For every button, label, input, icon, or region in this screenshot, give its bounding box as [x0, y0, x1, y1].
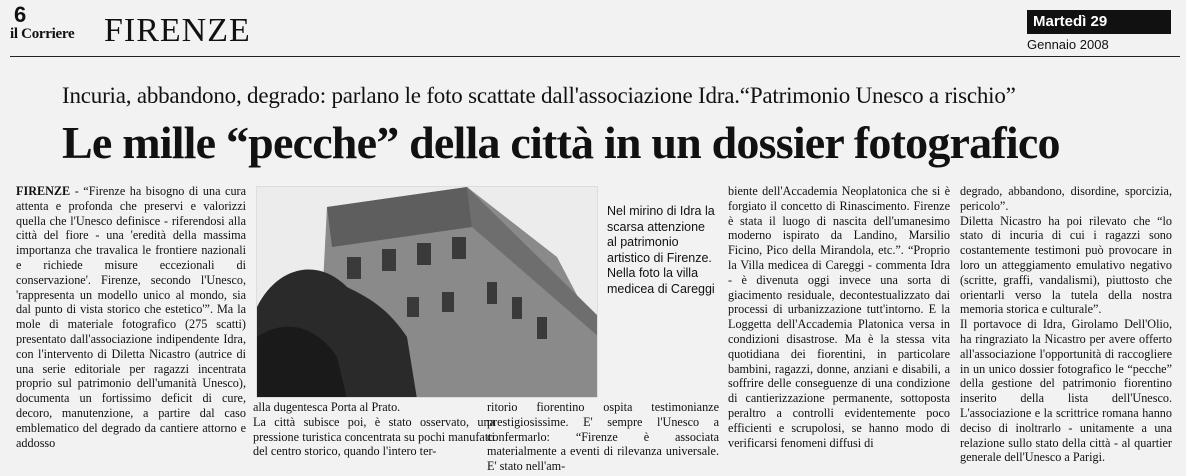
- column-4-text: biente dell'Accademia Neoplatonica che si è forgiato il concetto di Rinascimento. Firenze è stata il luogo di nascita dell'umanesimo moderno ispirato da Landino, Marsilio Ficino, Pico della Mirandola, etc.”. “Proprio la Villa medicea di Careggi - commenta Idra - è divenuta oggi invece una sorta di giacimento residuale, decontestualizzato dai processi di urbanizzazione tutt'intorno. E la Loggetta dell'Accademia Platonica versa in condizioni disastrose. Ma è la stessa vita quotidiana dei fiorentini, in particolare bambini, ragazzi, donne, anziani e disabili, a soffrire delle conseguenze di una condizione di cantierizzazione permanente, sottoposta peraltro a controlli evidentemente poco efficienti e scrupolosi, se hanno modo di verificarsi fenomeni diffusi di: [728, 184, 950, 450]
- column-5-paragraph-2: Diletta Nicastro ha poi rilevato che “lo stato di incuria di cui i ragazzi sono costantemente testimoni può provocare in loro un atteggiamento emulativo negativo (scritte, graffi, vandalismi), piuttosto che orientarli verso la tutela della nostra memoria storica e culturale”.: [960, 213, 1172, 317]
- photo-caption: Nel mirino di Idra la scarsa attenzione al patrimonio artistico di Firenze. Nella foto la villa medicea di Careggi: [607, 204, 715, 296]
- date-day: Martedì 29: [1027, 10, 1171, 34]
- article-column-4: [728, 184, 950, 450]
- newspaper-name: il Corriere: [10, 26, 75, 42]
- column-3-text: ritorio fiorentino ospita testimonianze prestigiosissime. E' sempre l'Unesco a confermarlo: “Firenze è associata materialmente a eventi di rilevanza universale. E' stato nell'am-: [487, 400, 719, 474]
- masthead-rule: [10, 56, 1180, 57]
- article-column-5: [960, 184, 1172, 465]
- villa-careggi-image: [257, 187, 598, 398]
- article-headline: Le mille “pecche” della città in un dossier fotografico: [62, 117, 1060, 168]
- article-kicker: Incuria, abbandono, degrado: parlano le foto scattate dall'associazione Idra.“Patrimonio Unesco a rischio”: [62, 83, 1016, 108]
- villa-photo: [256, 186, 598, 398]
- article-column-1: [16, 184, 246, 450]
- page-number: 6: [14, 2, 27, 27]
- column-2-paragraph-1: alla dugentesca Porta al Prato.: [253, 400, 401, 414]
- column-5-paragraph-1: degrado, abbandono, disordine, sporcizia, pericolo”.: [960, 184, 1172, 213]
- date-month: Gennaio 2008: [1027, 37, 1109, 52]
- article-column-2: [253, 400, 495, 459]
- section-title: FIRENZE: [104, 12, 251, 49]
- column-5-paragraph-3: Il portavoce di Idra, Girolamo Dell'Olio, ha ringraziato la Nicastro per avere offerto all'associazione l'opportunità di raccogliere in un unico dossier fotografico le “pecche” della gestione del patrimonio fiorentino inserito della lista dell'Unesco. L'associazione e la scrittrice romana hanno deciso di inoltrarlo - unitamente a una relazione sullo stato della città - al quartier generale dell'Unesco a Parigi.: [960, 317, 1172, 465]
- column-1-text: - “Firenze ha bisogno di una cura attenta e profonda che preservi e valorizzi quella che l'Unesco definisce - riferendosi alla città del fiore - una 'eredità della massima importanza che travalica le frontiere nazionali e richiede misure eccezionali di conservazione'. Firenze, secondo l'Unesco, 'rappresenta un modello unico al mondo, sia dal punto di vista storico che estetico'”. Ma la mole di materiale fotografico (275 scatti) presentato dall'associazione indipendente Idra, con l'intervento di Diletta Nicastro (autrice di una serie editoriale per ragazzi incentrata proprio sul patrimonio dell'umanità Unesco), documenta un fortissimo deficit di cure, decoro, manutenzione, a partire dal caso emblematico del degrado da cantiere attorno e addosso: [16, 184, 247, 450]
- column-2-paragraph-2: La città subisce poi, è stato osservato, una pressione turistica concentrata su pochi manufatti del centro storico, quando l'intero ter-: [253, 414, 495, 459]
- dateline: FIRENZE: [16, 184, 71, 198]
- article-column-3: [487, 400, 719, 474]
